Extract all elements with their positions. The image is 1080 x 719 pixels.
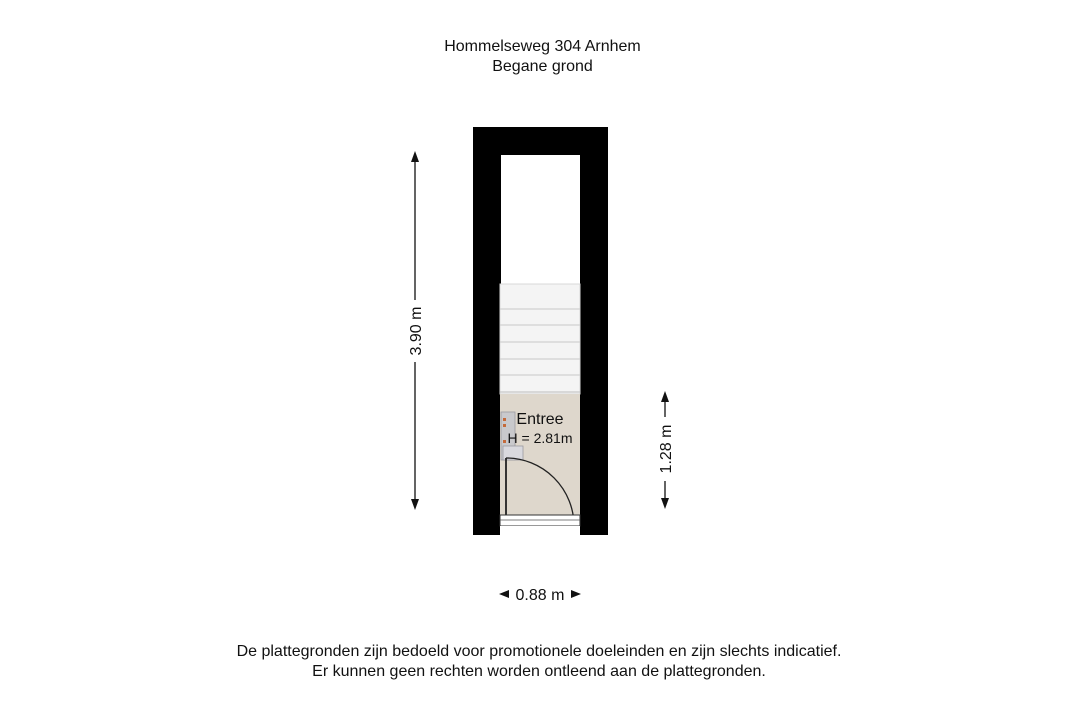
room-length-label: 1.28 m [658, 424, 675, 474]
disclaimer [0, 642, 1078, 682]
dimension-total-length [405, 151, 425, 510]
width-label: 0.88 m [515, 587, 565, 604]
disclaimer-line-1: De plattegronden zijn bedoeld voor promotionele doeleinden en zijn slechts indicatief. [236, 643, 842, 660]
total-length-label: 3.90 m [408, 306, 425, 356]
address-title: Hommelseweg 304 Arnhem [444, 38, 641, 55]
disclaimer-line-2: Er kunnen geen rechten worden ontleend aan de plattegronden. [312, 663, 766, 680]
dimension-width [499, 587, 581, 604]
room-name: Entree [516, 411, 564, 428]
room-height: H = 2.81m [507, 430, 573, 446]
floor-name: Begane grond [492, 58, 593, 75]
stair-void [501, 155, 580, 286]
dimension-room-length [655, 391, 675, 509]
staircase [500, 284, 580, 394]
